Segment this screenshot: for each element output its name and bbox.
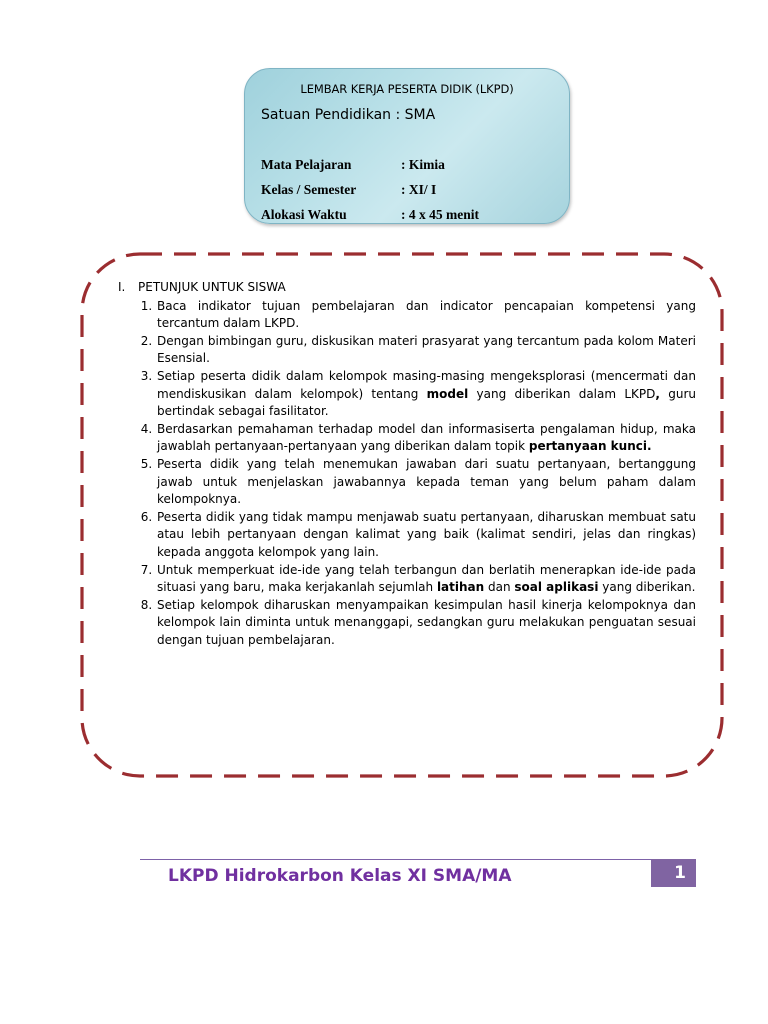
info-label: Mata Pelajaran — [261, 157, 352, 172]
instruction-item — [156, 597, 696, 650]
info-row-alokasi-waktu — [261, 207, 479, 223]
instruction-section — [118, 279, 696, 649]
instruction-text: Setiap kelompok diharuskan menyampaikan kesimpulan hasil kinerja kelompoknya dan kelompok lain diminta untuk menanggapi, sedangkan guru melakukan penguatan sesuai dengan tujuan pembelajaran. — [157, 597, 696, 647]
footer-divider — [140, 859, 652, 860]
instruction-text: dan — [484, 580, 515, 595]
instruction-text: Dengan bimbingan guru, diskusikan materi prasyarat yang tercantum pada kolom Materi Esensial. — [157, 333, 696, 366]
instruction-text: Peserta didik yang telah menemukan jawaban dari suatu pertanyaan, bertanggung jawab untuk menjelaskan jawabannya kepada teman yang belum paham dalam kelompoknya. — [157, 456, 696, 507]
instruction-text: Untuk memperkuat ide-ide yang telah terbangun dan berlatih menerapkan ide-ide pada situasi yang baru, maka kerjakanlah sejumlah — [157, 562, 696, 595]
instruction-text: Peserta didik yang tidak mampu menjawab suatu pertanyaan, diharuskan membuat satu atau lebih pertanyaan dengan kalimat yang baik (kalimat sendiri, jelas dan ringkas) kepada anggota kelompok yang lain. — [157, 509, 696, 559]
info-value: : Kimia — [401, 157, 445, 172]
instruction-text: Setiap peserta didik dalam kelompok masing-masing mengeksplorasi (mencermati dan mendiskusikan dalam kelompok) tentang — [157, 368, 696, 401]
instruction-list — [118, 298, 696, 650]
emphasis-text: soal aplikasi — [514, 580, 599, 595]
emphasis-text: model — [426, 386, 469, 401]
info-row-kelas-semester — [261, 182, 436, 198]
header-box — [244, 68, 570, 224]
page-number-badge: 1 — [651, 859, 696, 887]
instruction-item — [156, 456, 696, 509]
instruction-item — [156, 562, 696, 597]
instruction-item — [156, 509, 696, 562]
info-label: Alokasi Waktu — [261, 207, 347, 222]
instruction-text: Berdasarkan pemahaman terhadap model dan informasiserta pengalaman hidup, maka jawablah pertanyaan-pertanyaan yang diberikan dalam topik — [157, 421, 696, 454]
info-row-mata-pelajaran — [261, 157, 445, 173]
instruction-text: yang diberikan dalam LKPD — [468, 386, 656, 401]
instruction-text: guru bertindak sebagai fasilitator. — [157, 386, 696, 419]
emphasis-text: , — [655, 386, 660, 401]
emphasis-text: latihan — [436, 580, 485, 595]
section-number: I. — [118, 280, 126, 294]
instruction-item — [156, 368, 696, 421]
document-title: LEMBAR KERJA PESERTA DIDIK (LKPD) — [300, 82, 514, 96]
instruction-item — [156, 421, 696, 456]
instruction-text: yang diberikan. — [598, 580, 696, 595]
emphasis-text: pertanyaan kunci. — [528, 439, 652, 454]
footer-title: LKPD Hidrokarbon Kelas XI SMA/MA — [168, 866, 512, 886]
instruction-item — [156, 298, 696, 333]
info-value: : 4 x 45 menit — [401, 207, 479, 222]
info-label: Kelas / Semester — [261, 182, 357, 197]
section-title: PETUNJUK UNTUK SISWA — [138, 280, 286, 294]
instruction-text: Baca indikator tujuan pembelajaran dan indicator pencapaian kompetensi yang tercantum dalam LKPD. — [157, 298, 696, 331]
satuan-pendidikan: Satuan Pendidikan : SMA — [261, 107, 436, 123]
section-heading — [118, 279, 696, 297]
info-value: : XI/ I — [401, 182, 437, 197]
instruction-item — [156, 333, 696, 368]
